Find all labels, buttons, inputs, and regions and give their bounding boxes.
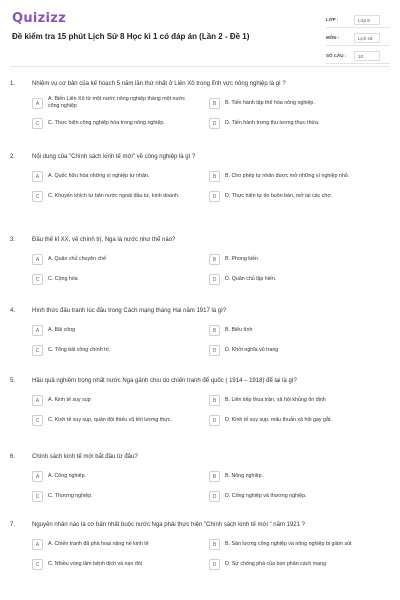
option-letter: C xyxy=(32,415,43,426)
option-text: A. Chiến tranh đã phá hoại nặng nề kinh tế xyxy=(48,540,149,547)
meta-count-value: 10 xyxy=(354,51,380,61)
question-number: 6. xyxy=(10,454,16,460)
option-a[interactable] xyxy=(32,169,197,183)
option-letter: C xyxy=(32,191,43,202)
option-text: B. Nông nghiệp. xyxy=(225,472,263,479)
option-letter: B xyxy=(209,98,220,109)
question-text: Hình thức đấu tranh lúc đầu trong Cách mạng tháng Hai năm 1917 là gì? xyxy=(32,308,227,314)
option-letter: A xyxy=(32,98,43,109)
option-a[interactable] xyxy=(32,393,197,407)
option-b[interactable] xyxy=(209,537,374,551)
meta-subject-value: Lịch sử xyxy=(354,33,380,43)
question-text: Nhiệm vụ cơ bản của kế hoạch 5 năm lần thứ nhất ở Liên Xô trong lĩnh vực nông nghiệp là gì ? xyxy=(32,81,286,87)
option-letter: D xyxy=(209,559,220,570)
option-text: C. Nhiều vùng lâm bệnh dịch và nạn đói xyxy=(48,560,142,567)
option-text: A. Kinh tế suy sụp xyxy=(48,396,91,403)
option-letter: C xyxy=(32,491,43,502)
question-number: 1. xyxy=(10,81,16,87)
question-1 xyxy=(10,80,390,130)
option-letter: A xyxy=(32,395,43,406)
question-number: 3. xyxy=(10,237,16,243)
option-b[interactable] xyxy=(209,169,374,183)
question-number: 7. xyxy=(10,522,16,528)
option-a[interactable] xyxy=(32,96,197,110)
option-c[interactable] xyxy=(32,116,197,130)
option-letter: C xyxy=(32,274,43,285)
option-letter: D xyxy=(209,191,220,202)
option-text: D. Công nghiệp và thương nghiệp. xyxy=(225,492,307,499)
option-letter: C xyxy=(32,559,43,570)
option-d[interactable] xyxy=(209,489,374,503)
option-b[interactable] xyxy=(209,96,374,110)
option-letter: A xyxy=(32,471,43,482)
meta-panel xyxy=(326,12,390,66)
option-letter: C xyxy=(32,345,43,356)
question-number: 4. xyxy=(10,308,16,314)
option-text: A. Biến Liên Xô từ một nước nông nghiệp thàng một nước công nghiệp xyxy=(48,96,186,109)
meta-class-value: Lớp 8 xyxy=(354,15,380,25)
option-text: D. Quân chủ lập hiến. xyxy=(225,275,277,282)
option-b[interactable] xyxy=(209,393,374,407)
option-text: A. Công nghiệp. xyxy=(48,472,86,479)
option-text: B. Cho phép tư nhân được mở những xí nghiệp nhỏ. xyxy=(225,172,350,179)
option-text: C. Kinh tế suy sụp, quân đội thiếu vũ khí lương thực. xyxy=(48,416,172,423)
question-text: Hậu quả nghiêm trọng nhất nước Nga gánh chịu do chiến tranh để quốc ( 1914 – 1918) để lại là gì? xyxy=(32,378,297,384)
option-letter: C xyxy=(32,118,43,129)
option-text: C. Tổng bãi công chính trị. xyxy=(48,346,111,353)
option-letter: B xyxy=(209,325,220,336)
option-letter: A xyxy=(32,171,43,182)
option-text: B. Sản lượng công nghiệp và nông nghiệp bị giảm sút xyxy=(225,540,352,547)
question-5 xyxy=(10,377,390,427)
option-a[interactable] xyxy=(32,469,197,483)
option-letter: A xyxy=(32,325,43,336)
option-b[interactable] xyxy=(209,469,374,483)
question-number: 2. xyxy=(10,154,16,160)
option-text: C. Thực hiện công nghiệp hóa trong nông nghiệp. xyxy=(48,119,165,126)
question-text: Nguyên nhân nào là cơ bản nhất buộc nước Nga phải thực hiện "Chính sách kinh tế mới " năm 1921 ? xyxy=(32,522,305,528)
option-letter: A xyxy=(32,254,43,265)
question-text: Đầu thế kỉ XX, về chính trị, Nga là nước như thế nào? xyxy=(32,237,176,243)
meta-class xyxy=(326,12,390,28)
question-text: Chính sách kinh tế mới bắt đầu từ đâu? xyxy=(32,454,138,460)
question-number: 5. xyxy=(10,378,16,384)
option-text: A. Bãi công xyxy=(48,326,76,333)
option-d[interactable] xyxy=(209,413,374,427)
meta-count-label: SỐ CÂU : xyxy=(326,53,347,58)
question-text: Nội dung của "Chính sách kinh tế mới" về công nghiệp là gì ? xyxy=(32,154,196,160)
option-d[interactable] xyxy=(209,557,374,571)
option-c[interactable] xyxy=(32,489,197,503)
option-text: B. Liên tiếp thua trận, xã hội khủng ổn định xyxy=(225,396,326,403)
question-7 xyxy=(10,521,390,571)
question-3 xyxy=(10,236,390,286)
meta-subject-label: MÔN : xyxy=(326,35,340,40)
option-letter: D xyxy=(209,118,220,129)
meta-class-label: LỚP : xyxy=(326,17,339,22)
option-letter: D xyxy=(209,415,220,426)
option-d[interactable] xyxy=(209,189,374,203)
option-text: A. Quốc hữu hóa những xí nghiệp tư nhân. xyxy=(48,172,150,179)
option-b[interactable] xyxy=(209,323,374,337)
option-d[interactable] xyxy=(209,343,374,357)
option-text: B. Biểu tình xyxy=(225,326,253,333)
option-text: B. Phong kiến xyxy=(225,255,258,262)
option-c[interactable] xyxy=(32,557,197,571)
option-letter: B xyxy=(209,171,220,182)
question-6 xyxy=(10,453,390,503)
option-text: D. Tiến hành trưng thu lương thực thừa. xyxy=(225,119,320,126)
option-text: D. Kinh tế suy sụp, mâu thuẫn xã hội gay gắt. xyxy=(225,416,332,423)
option-text: D. Sự chống phá của bọn phản cách mạng xyxy=(225,560,327,567)
option-letter: A xyxy=(32,539,43,550)
header-divider xyxy=(10,66,390,67)
option-text: C. Cộng hòa xyxy=(48,275,78,282)
option-letter: D xyxy=(209,345,220,356)
option-a[interactable] xyxy=(32,252,197,266)
page-title: Đề kiểm tra 15 phút Lịch Sử 8 Học kì 1 có đáp án (Lần 2 - Đề 1) xyxy=(12,32,250,41)
option-text: D. Thực hiện tự do buôn bán, mở lại các chợ. xyxy=(225,192,333,199)
meta-subject xyxy=(326,30,390,46)
option-letter: B xyxy=(209,539,220,550)
option-letter: B xyxy=(209,471,220,482)
option-text: A. Quân chủ chuyên chế xyxy=(48,255,107,262)
option-c[interactable] xyxy=(32,272,197,286)
option-c[interactable] xyxy=(32,189,197,203)
option-a[interactable] xyxy=(32,537,197,551)
option-text: C. Khuyến khích tư bản nước ngoài đầu tư, kinh doanh. xyxy=(48,192,180,199)
option-c[interactable] xyxy=(32,343,197,357)
question-4 xyxy=(10,307,390,357)
option-text: D. Khởi nghĩa vũ trang xyxy=(225,346,279,353)
option-letter: D xyxy=(209,274,220,285)
option-c[interactable] xyxy=(32,413,197,427)
brand-logo: Quizizz xyxy=(12,11,67,26)
option-a[interactable] xyxy=(32,323,197,337)
option-letter: D xyxy=(209,491,220,502)
option-b[interactable] xyxy=(209,252,374,266)
worksheet-header xyxy=(0,0,400,66)
meta-count xyxy=(326,48,390,64)
option-d[interactable] xyxy=(209,272,374,286)
question-2 xyxy=(10,153,390,203)
option-d[interactable] xyxy=(209,116,374,130)
option-letter: B xyxy=(209,395,220,406)
option-text: B. Tiến hành tập thể hóa nông nghiệp. xyxy=(225,99,315,106)
option-letter: B xyxy=(209,254,220,265)
option-text: C. Thương nghiệp. xyxy=(48,492,93,499)
